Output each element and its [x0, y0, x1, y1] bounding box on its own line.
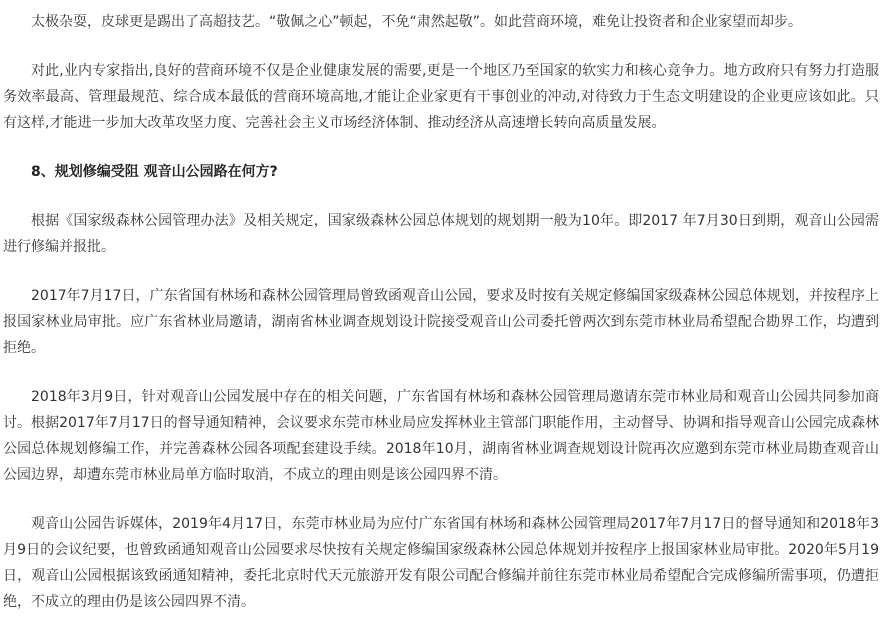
- paragraph: 观音山公园告诉媒体，2019年4月17日，东莞市林业局为应付广东省国有林场和森林公园管理局2017年7月17日的督导通知和2018年3月9日的会议纪要，也曾致函通知观音山公园要求尽快按有关规定修编国家级森林公园总体规划并按程序上报国家林业局审批。2020年5月19日，观音山公园根据该致函通知精神，委托北京时代天元旅游开发有限公司配合修编并前往东莞市林业局希望配合完成修编所需事项，仍遭拒绝，不成立的理由仍是该公园四界不清。: [3, 516, 880, 610]
- paragraph: 对此,业内专家指出,良好的营商环境不仅是企业健康发展的需要,更是一个地区乃至国家的软实力和核心竞争力。地方政府只有努力打造服务效率最高、管理最规范、综合成本最低的营商环境高地,才能让企业家更有干事创业的冲动,对待致力于生态文明建设的企业更应该如此。只有这样,才能进一步加大改革攻坚力度、完善社会主义市场经济体制、推动经济从高速增长转向高质量发展。: [3, 63, 879, 131]
- section-heading: 8、规划修编受阻 观音山公园路在何方?: [31, 164, 278, 180]
- paragraph: 太极杂耍，皮球更是踢出了高超技艺。“敬佩之心”顿起，不免“肃然起敬”。如此营商环境，难免让投资者和企业家望而却步。: [31, 14, 803, 30]
- paragraph: 根据《国家级森林公园管理办法》及相关规定，国家级森林公园总体规划的规划期一般为10年。即2017 年7月30日到期，观音山公园需进行修编并报批。: [3, 213, 879, 255]
- paragraph: 2017年7月17日，广东省国有林场和森林公园管理局曾致函观音山公园，要求及时按有关规定修编国家级森林公园总体规划，并按程序上报国家林业局审批。应广东省林业局邀请，湖南省林业调查规划设计院接受观音山公司委托曾两次到东莞市林业局希望配合勘界工作，均遭到拒绝。: [3, 288, 879, 356]
- paragraph: 2018年3月9日，针对观音山公园发展中存在的相关问题，广东省国有林场和森林公园管理局邀请东莞市林业局和观音山公园共同参加商讨。根据2017年7月17日的督导通知精神，会议要求东莞市林业局应发挥林业主管部门职能作用，主动督导、协调和指导观音山公园完成森林公园总体规划修编工作，并完善森林公园各项配套建设手续。2018年10月，湖南省林业调查规划设计院再次应邀到东莞市林业局勘查观音山公园边界，却遭东莞市林业局单方临时取消，不成立的理由则是该公园四界不清。: [3, 389, 879, 483]
